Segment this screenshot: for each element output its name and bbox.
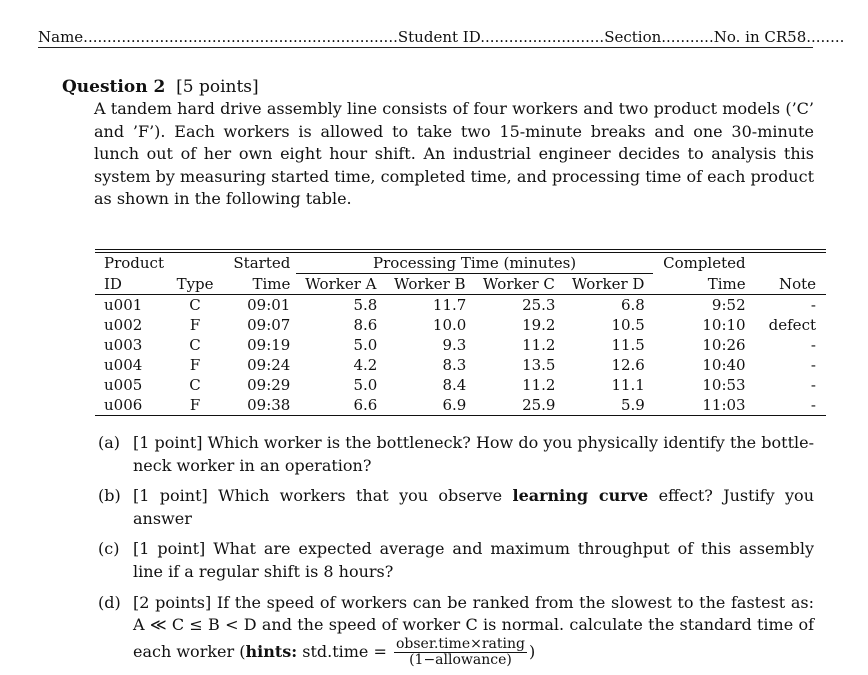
part-d-hint-bold: hints: (245, 641, 298, 661)
header-row-1 (95, 253, 826, 274)
row-worker-a: 8.6 (353, 316, 378, 334)
part-c-text: [1 point] What are expected average and maximum throughput of this assembly line if a regular shift is 8 hours? (133, 539, 814, 581)
row-type: C (189, 376, 201, 394)
row-worker-c: 11.2 (522, 376, 556, 394)
row-note: - (810, 356, 816, 374)
row-start: 09:24 (247, 356, 291, 374)
header-note: Note (778, 274, 816, 293)
std-time-fraction (394, 637, 527, 668)
question-points: [5 points] (176, 77, 259, 97)
header-id: ID (104, 274, 122, 293)
row-worker-b: 11.7 (432, 296, 467, 314)
row-start: 09:29 (247, 376, 291, 394)
part-b-label: (b) (98, 486, 121, 506)
section-label: Section (604, 28, 662, 46)
part-a-text: [1 point] Which worker is the bottleneck? How do you physically identify the bottle-neck worker in an operation? (133, 433, 814, 475)
part-d-text: [2 points] If the speed of workers can be ranked from the slowest to the fastest as: A ≪ C ≤ B < D and the speed of worker C is normal. calculate the standard time of each worker ( (133, 592, 814, 661)
row-worker-d: 11.1 (611, 376, 645, 394)
row-start: 09:38 (247, 396, 291, 414)
student-id-field: .......................... (480, 28, 605, 46)
table-row (95, 315, 826, 335)
row-worker-d: 10.5 (611, 316, 645, 334)
row-id: u005 (104, 376, 143, 394)
header-worker-d: Worker D (571, 275, 645, 293)
row-completed: 9:52 (711, 296, 746, 314)
part-d (98, 592, 814, 668)
question-title (62, 77, 259, 97)
row-worker-c: 25.9 (522, 396, 556, 414)
number-field: ........ (806, 28, 845, 46)
question-parts (98, 432, 814, 668)
name-field: .................................................................. (83, 28, 398, 46)
header-worker-a: Worker A (305, 275, 377, 293)
row-worker-d: 11.5 (611, 336, 645, 354)
number-label: No. in CR58 (713, 28, 807, 46)
row-start: 09:01 (247, 296, 291, 314)
question-text: A tandem hard drive assembly line consists of four workers and two product models (’C’ and ’F’). Each workers is allowed to take two 15-minute breaks and one 30-minute lunch out of her own eight hour shift. An industrial engineer decides to analysis this system by measuring started time, completed time, and processing time of each product as shown in the following table. (94, 99, 814, 209)
row-start: 09:07 (247, 316, 291, 334)
header-product: Product (104, 254, 164, 273)
row-worker-c: 11.2 (522, 336, 556, 354)
row-worker-a: 4.2 (353, 356, 378, 374)
student-id-label: Student ID (397, 28, 481, 46)
row-worker-a: 5.0 (353, 376, 378, 394)
row-id: u004 (104, 356, 143, 374)
row-completed: 10:40 (702, 356, 746, 374)
row-worker-a: 5.0 (353, 336, 378, 354)
table-row (95, 335, 826, 355)
row-worker-d: 12.6 (611, 356, 645, 374)
part-b-pre: [1 point] Which workers that you observe (133, 486, 513, 506)
header-rule (38, 47, 813, 48)
row-start: 09:19 (247, 336, 291, 354)
row-id: u006 (104, 396, 143, 414)
row-worker-b: 8.4 (442, 376, 467, 394)
data-table (95, 249, 826, 416)
row-note: - (810, 376, 816, 394)
row-worker-d: 5.9 (621, 396, 645, 414)
row-worker-a: 5.8 (353, 296, 378, 314)
row-worker-a: 6.6 (353, 396, 378, 414)
table-row (95, 375, 826, 395)
header-processing: Processing Time (minutes) (296, 253, 653, 274)
part-d-close: ) (528, 641, 536, 661)
name-label: Name (38, 28, 84, 46)
row-note: defect (768, 316, 816, 334)
row-type: F (189, 356, 201, 374)
row-completed: 10:53 (702, 376, 746, 394)
part-b-bold: learning curve (512, 486, 649, 506)
row-completed: 11:03 (702, 396, 746, 414)
part-a-label: (a) (98, 433, 121, 452)
fraction-denominator: (1−allowance) (409, 651, 512, 668)
part-c-label: (c) (98, 539, 120, 559)
row-completed: 10:26 (702, 336, 746, 354)
row-worker-d: 6.8 (621, 296, 645, 314)
row-type: C (189, 296, 201, 314)
row-id: u003 (104, 336, 143, 354)
row-worker-c: 25.3 (522, 296, 556, 314)
row-completed: 10:10 (702, 316, 746, 334)
fraction-numerator: obser.time×rating (395, 635, 525, 652)
row-worker-b: 10.0 (432, 316, 467, 334)
part-b-post: effect? Justify you answer (133, 486, 814, 528)
table-row (95, 355, 826, 375)
table-row (95, 295, 826, 315)
header-row-2 (95, 274, 826, 295)
table-row (95, 395, 826, 415)
row-id: u002 (104, 316, 143, 334)
row-worker-c: 13.5 (522, 356, 556, 374)
row-worker-b: 8.3 (442, 356, 467, 374)
row-type: F (189, 396, 201, 414)
part-a (98, 432, 814, 477)
section-field: ........... (661, 28, 714, 46)
header-worker-c: Worker C (482, 275, 555, 293)
question-number: Question 2 (62, 77, 166, 97)
row-worker-b: 6.9 (442, 396, 467, 414)
row-type: F (189, 316, 201, 334)
row-note: - (810, 336, 816, 354)
row-id: u001 (104, 296, 143, 314)
header-worker-b: Worker B (394, 275, 466, 293)
header-completed-time: Time (707, 274, 746, 293)
part-b (98, 485, 814, 530)
row-note: - (810, 396, 816, 414)
header-type: Type (176, 274, 214, 293)
header-completed: Completed (663, 254, 746, 273)
table-bottom-rule (95, 415, 826, 416)
part-c (98, 538, 814, 583)
row-note: - (810, 296, 816, 314)
part-d-label: (d) (98, 592, 121, 612)
part-d-hint-text: std.time = (297, 641, 387, 661)
row-worker-c: 19.2 (522, 316, 556, 334)
student-header (38, 28, 845, 46)
header-started: Started (233, 254, 291, 273)
row-worker-b: 9.3 (442, 336, 467, 354)
row-type: C (189, 336, 201, 354)
header-time: Time (252, 274, 291, 293)
